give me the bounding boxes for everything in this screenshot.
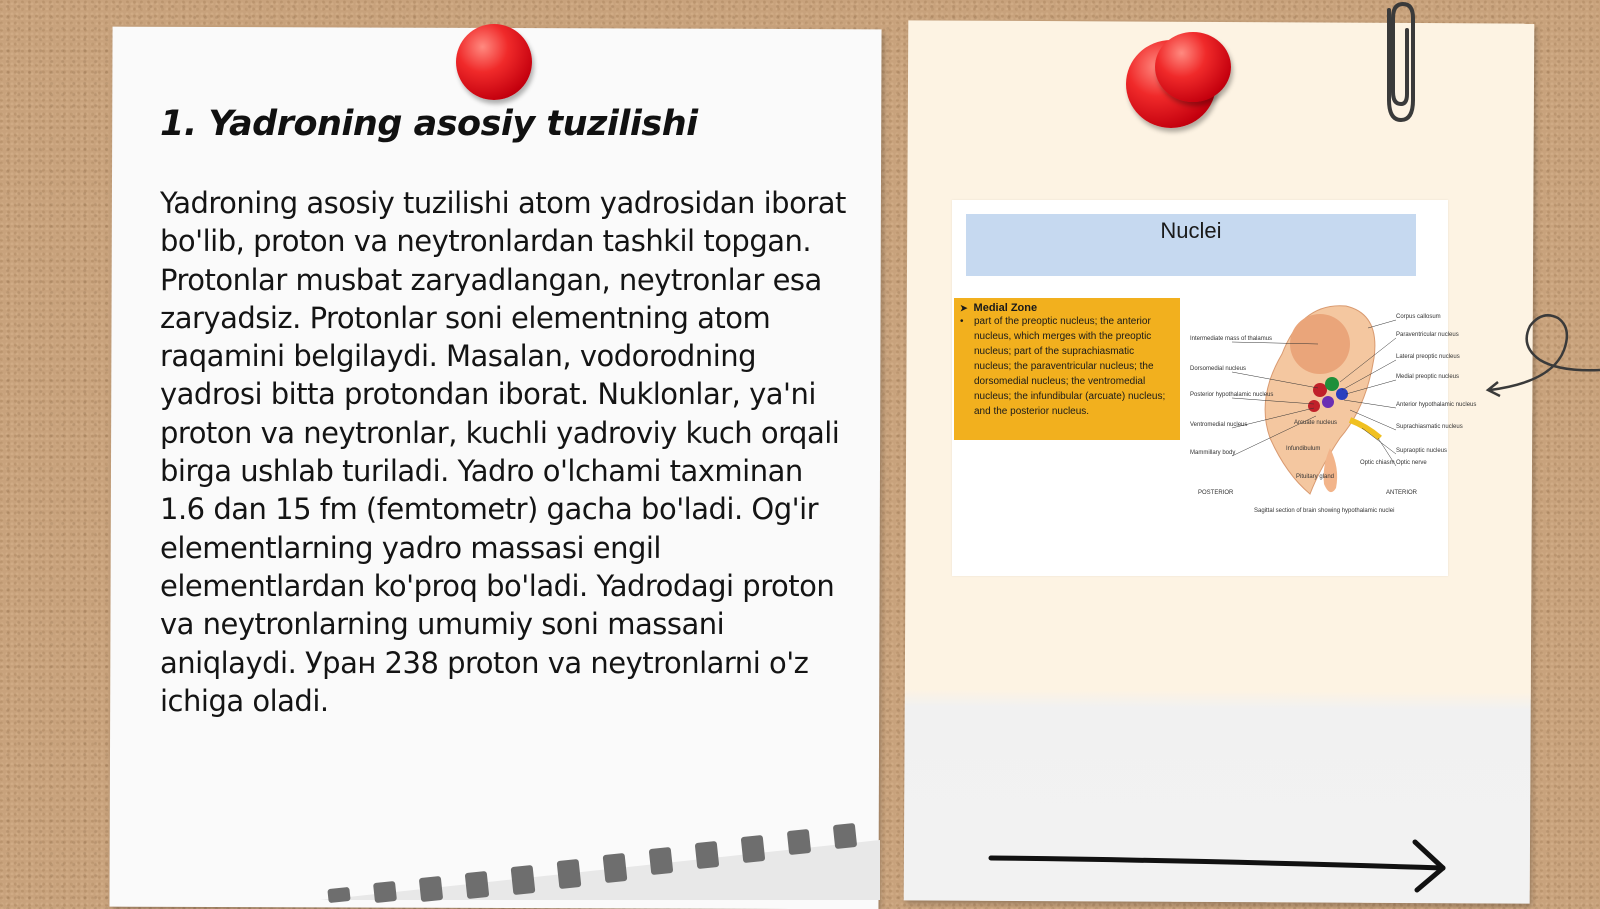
- medial-zone-text: part of the preoptic nucleus; the anterior nucleus, which merges with the preoptic nucleus; part of the suprachiasmatic nucleus; the paraventricular nucleus; the dorsomedial nucleus; the ventromedial nucleus; the infundibular (arcuate) nucleus; and the posterior nucleus.: [974, 316, 1166, 417]
- slide-title: Nuclei: [1160, 218, 1222, 243]
- label-supraoptic: Supraoptic nucleus: [1396, 448, 1448, 454]
- label-optic-nerve: Optic nerve: [1396, 460, 1427, 466]
- hypothalamus-diagram: [1190, 298, 1477, 530]
- medial-zone-text-block: [960, 314, 1174, 419]
- label-mammillary-body: Mammillary body: [1190, 450, 1236, 456]
- label-anterior-hypothalamic: Anterior hypothalamic nucleus: [1396, 402, 1477, 408]
- label-optic-chiasm: Optic chiasm: [1360, 460, 1395, 466]
- label-intermediate-mass: Intermediate mass of thalamus: [1190, 336, 1273, 342]
- notebook-spiral-decoration: [320, 800, 880, 900]
- arrow-right-icon: [985, 838, 1450, 894]
- label-lateral-preoptic: Lateral preoptic nucleus: [1396, 354, 1460, 360]
- pushpin-icon: [456, 24, 532, 100]
- paperclip-icon: [1375, 0, 1425, 130]
- label-paraventricular: Paraventricular nucleus: [1396, 332, 1459, 338]
- medial-zone-heading: [960, 302, 1174, 314]
- bullet-dot-icon: •: [960, 316, 964, 327]
- medial-zone-heading-text: Medial Zone: [973, 302, 1038, 314]
- bullet-arrow-icon: ➤: [960, 303, 968, 313]
- slide-thumbnail: [952, 200, 1477, 576]
- label-ventromedial: Ventromedial nucleus: [1190, 422, 1248, 428]
- pushpin-icon: [1155, 32, 1231, 102]
- diagram-caption: Sagittal section of brain showing hypothalamic nuclei: [1254, 508, 1395, 514]
- label-posterior-hypothalamic: Posterior hypothalamic nucleus: [1190, 392, 1274, 398]
- label-posterior: POSTERIOR: [1198, 490, 1234, 496]
- label-medial-preoptic: Medial preoptic nucleus: [1396, 374, 1460, 380]
- curly-arrow-icon: [1480, 310, 1600, 410]
- label-infundibulum: Infundibulum: [1286, 446, 1321, 452]
- slide-title-bar: [966, 214, 1416, 276]
- label-suprachiasmatic: Suprachiasmatic nucleus: [1396, 424, 1463, 430]
- label-dorsomedial: Dorsomedial nucleus: [1190, 366, 1247, 372]
- label-arcuate: Arcuate nucleus: [1294, 420, 1338, 426]
- label-pituitary: Pituitary gland: [1296, 474, 1335, 480]
- page-title: 1. Yadroning asosiy tuzilishi: [160, 104, 698, 144]
- label-corpus-callosum: Corpus callosum: [1396, 314, 1441, 320]
- body-paragraph: Yadroning asosiy tuzilishi atom yadrosidan iborat bo'lib, proton va neytronlardan tashkil topgan. Protonlar musbat zaryadlangan, neytronlar esa zaryadsiz. Protonlar soni elementning atom raqamini belgilaydi. Masalan, vodorodning yadrosi bitta protondan iborat. Nuklonlar, ya'ni proton va neytronlar, kuchli yadroviy kuch orqali birga ushlab turiladi. Yadro o'lchami taxminan 1.6 dan 15 fm (femtometr) gacha bo'ladi. Og'ir elementlarning yadro massasi engil elementlardan ko'proq bo'ladi. Yadrodagi proton va neytronlarning umumiy soni massani aniqlaydi. Уран 238 proton va neytronlarni o'z ichiga oladi.: [160, 186, 846, 718]
- medial-zone-box: [954, 298, 1180, 440]
- label-anterior: ANTERIOR: [1386, 490, 1418, 496]
